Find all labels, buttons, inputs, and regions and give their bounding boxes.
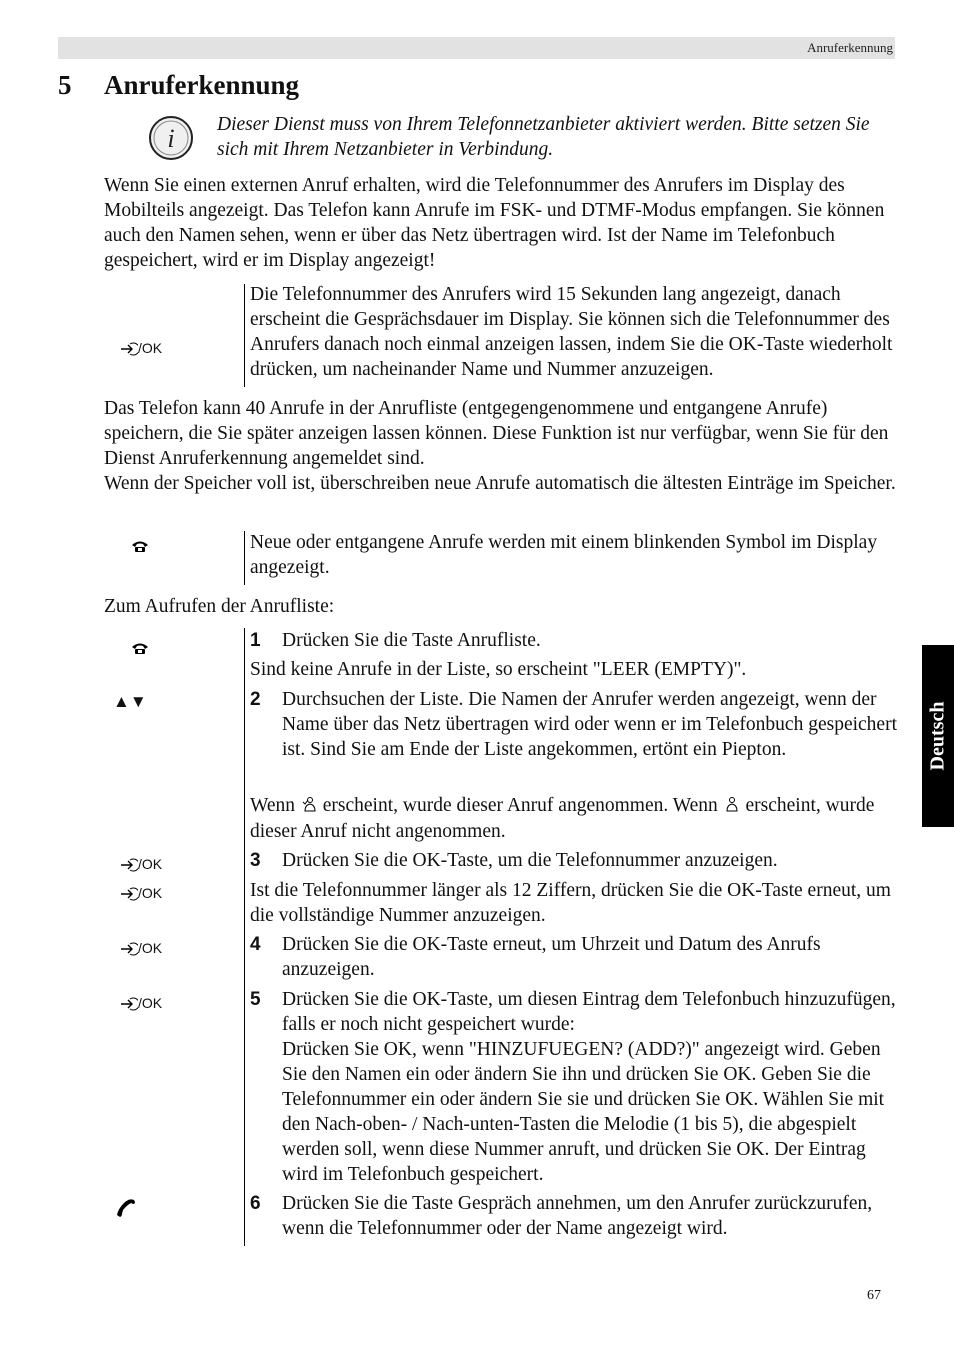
- svg-text:i: i: [167, 124, 175, 153]
- step-text: Drücken Sie die OK-Taste erneut, um Uhrzeit und Datum des Anrufs anzuzeigen.: [282, 934, 821, 980]
- step-text: Durchsuchen der Liste. Die Namen der Anrufer werden angezeigt, wenn der Name über das Netz übertragen wird oder wenn er im Telefonbuch gespeichert ist. Sind Sie am Ende der Liste angekommen, ertönt ein Piepton.: [282, 689, 897, 760]
- intro-paragraph: Wenn Sie einen externen Anruf erhalten, wird die Telefonnummer des Anrufers im Display des Mobilteils angezeigt. Das Telefon kann Anrufe im FSK- und DTMF-Modus empfangen. Sie können auch den Namen sehen, wenn er über das Netz übertragen wird. Ist der Name im Telefonbuch gespeichert, wird er im Display angezeigt!: [104, 175, 885, 271]
- ok-key-label: /OK: [138, 940, 163, 956]
- step-1: [250, 628, 902, 653]
- step-text: Drücken Sie die OK-Taste, um die Telefonnummer anzuzeigen.: [282, 850, 778, 871]
- step-number: 2: [250, 689, 261, 710]
- step-5: [250, 987, 902, 1187]
- service-note: Dieser Dienst muss von Ihrem Telefonnetzanbieter aktiviert werden. Bitte setzen Sie sich mit Ihrem Netzanbieter in Verbindung.: [217, 114, 870, 160]
- step-2-note-part2: erscheint, wurde dieser Anruf angenommen. Wenn: [322, 795, 718, 816]
- box1-text: Die Telefonnummer des Anrufers wird 15 Sekunden lang angezeigt, danach erscheint die Gesprächsdauer im Display. Sie können sich die Telefonnummer des Anrufers danach noch einmal anzeigen lassen, indem Sie die OK-Taste wiederholt drücken, um nacheinander Name und Nummer anzuzeigen.: [250, 284, 893, 380]
- step-number: 6: [250, 1193, 261, 1214]
- running-header-title: Anruferkennung: [807, 40, 893, 55]
- ok-key-icon: [120, 885, 162, 901]
- ok-key-label: /OK: [138, 885, 163, 901]
- language-tab: [922, 645, 954, 827]
- answer-call-key-icon: [114, 1198, 136, 1218]
- step-2-note: [250, 793, 900, 844]
- missed-call-icon: [725, 794, 739, 819]
- chapter-heading: [58, 70, 299, 101]
- page-number: 67: [867, 1288, 881, 1303]
- ok-key-label: /OK: [138, 995, 163, 1011]
- step-1-note: Sind keine Anrufe in der Liste, so erscheint "LEER (EMPTY)".: [250, 659, 747, 680]
- calls-list-lead: Zum Aufrufen der Anrufliste:: [104, 596, 335, 617]
- step-text: Drücken Sie die OK-Taste, um diesen Eintrag dem Telefonbuch hinzuzufügen, falls er noch nicht gespeichert wurde: Drücken Sie OK, wenn "HINZUFUEGEN? (ADD?)" angezeigt wird. Geben Sie den Namen ein oder ändern Sie ihn und drücken Sie OK. Geben Sie die Telefonnummer ein oder ändern Sie sie und drücken Sie OK. Wählen Sie mit den Nach-oben- / Nach-unten-Tasten die Melodie (1 bis 5), die abgespielt werden soll, wenn diese Nummer anruft, und drücken Sie OK. Der Eintrag wird im Telefonbuch gespeichert.: [282, 989, 896, 1185]
- box2-divider: [244, 531, 245, 585]
- box2-text: Neue oder entgangene Anrufe werden mit einem blinkenden Symbol im Display angezeigt.: [250, 532, 878, 578]
- steps-divider: [244, 628, 245, 1246]
- step-3: [250, 848, 902, 873]
- step-text: Drücken Sie die Taste Gespräch annehmen, um den Anrufer zurückzurufen, wenn die Telefonnummer oder der Name angezeigt wird.: [282, 1193, 873, 1239]
- ok-key-label: /OK: [138, 340, 163, 356]
- step-number: 4: [250, 934, 261, 955]
- step-number: 1: [250, 630, 261, 651]
- calls-list-phone-icon: [130, 537, 150, 553]
- step-2-note-part3: erscheint, wurde dieser Anruf nicht angenommen.: [250, 795, 875, 843]
- language-tab-label: Deutsch: [926, 701, 949, 771]
- ok-key-icon: [120, 940, 162, 956]
- memory-paragraph: Das Telefon kann 40 Anrufe in der Anrufliste (entgegengenommene und entgangene Anrufe) speichern, die Sie später anzeigen lassen können. Diese Funktion ist nur verfügbar, wenn Sie für den Dienst Anruferkennung angemeldet sind.: [104, 398, 889, 469]
- ok-key-icon: [120, 995, 162, 1011]
- box1-divider: [244, 284, 245, 387]
- step-3-note: Ist die Telefonnummer länger als 12 Ziffern, drücken Sie die OK-Taste erneut, um die vollständige Nummer anzuzeigen.: [250, 880, 891, 926]
- step-2-note-part1: Wenn: [250, 795, 295, 816]
- chapter-number: 5: [58, 70, 72, 100]
- overwrite-paragraph: Wenn der Speicher voll ist, überschreiben neue Anrufe automatisch die ältesten Einträge im Speicher.: [104, 473, 896, 494]
- ok-key-icon: [120, 340, 162, 356]
- chapter-title: Anruferkennung: [104, 70, 300, 100]
- ok-key-icon: [120, 856, 162, 872]
- step-2: [250, 687, 902, 762]
- step-number: 3: [250, 850, 261, 871]
- up-down-keys-icon: ▲▼: [113, 692, 147, 711]
- answered-call-icon: [302, 794, 316, 819]
- step-6: [250, 1191, 902, 1241]
- running-header: [58, 37, 895, 59]
- step-4: [250, 932, 902, 982]
- step-number: 5: [250, 989, 261, 1010]
- calls-list-key-icon: [130, 639, 150, 655]
- info-i-icon: [148, 115, 194, 161]
- step-text: Drücken Sie die Taste Anrufliste.: [282, 630, 541, 651]
- ok-key-label: /OK: [138, 856, 163, 872]
